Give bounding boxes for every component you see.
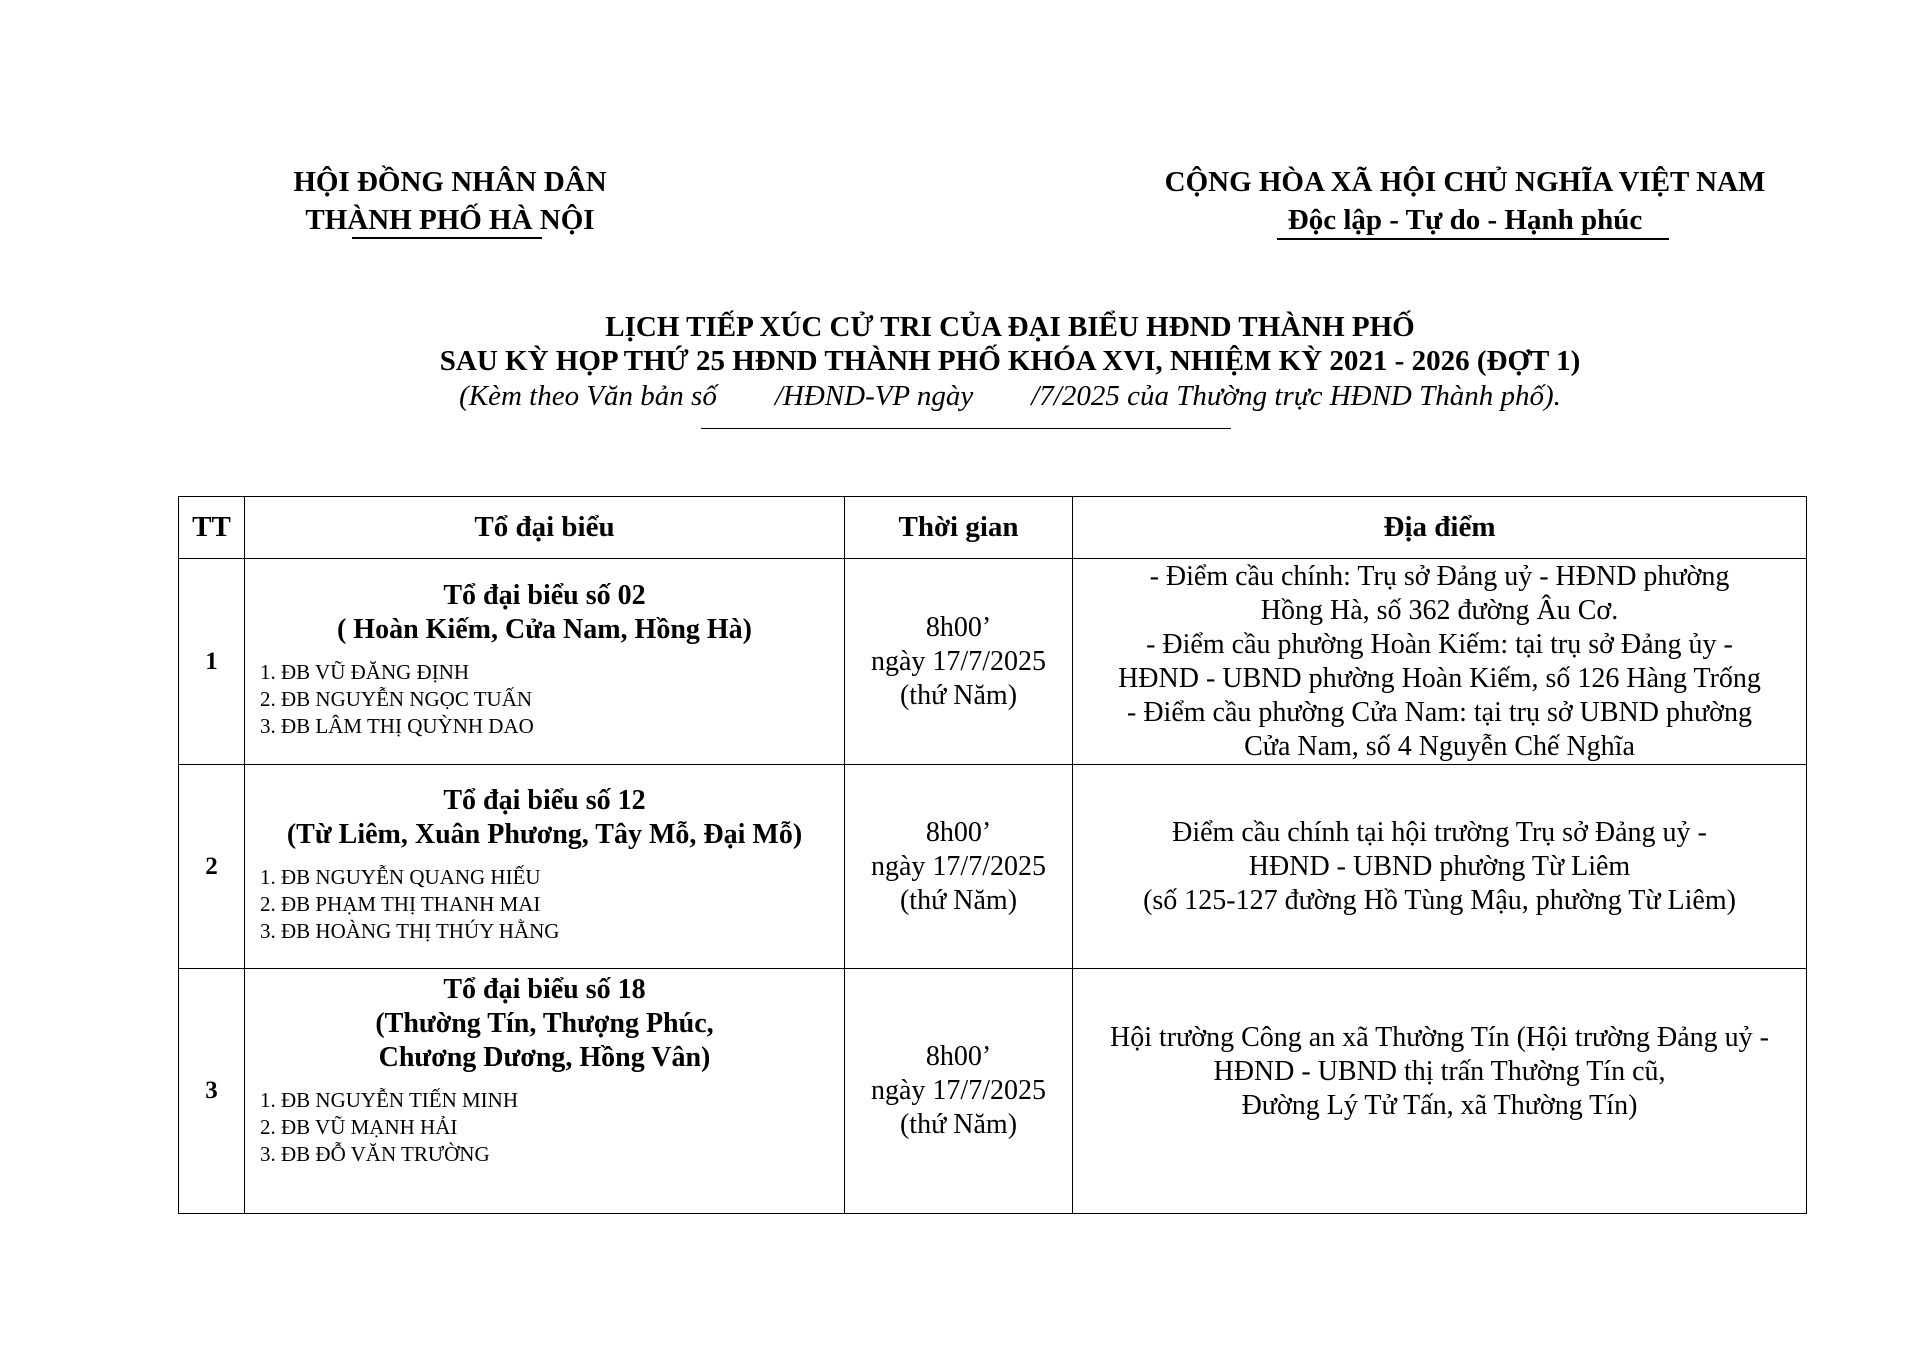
- time-weekday: (thứ Năm): [899, 1109, 1018, 1140]
- issuer-header: [250, 163, 650, 239]
- member: 2. ĐB NGUYỄN NGỌC TUẤN: [260, 687, 533, 711]
- col-header-group: Tổ đại biểu: [245, 497, 845, 559]
- national-motto: Độc lập - Tự do - Hạnh phúc: [1287, 204, 1643, 236]
- issuer-name-line2: THÀNH PHỐ HÀ NỘI: [305, 204, 595, 236]
- location-text: Điểm cầu chính tại hội trường Trụ sở Đảng uỷ - HĐND - UBND phường Từ Liêm (số 125-127 đường Hồ Tùng Mậu, phường Từ Liêm): [1143, 816, 1736, 916]
- table-header-row: [179, 497, 1807, 559]
- subtitle-underline: [701, 428, 1231, 429]
- group-name: Tổ đại biểu số 02 ( Hoàn Kiếm, Cửa Nam, Hồng Hà): [336, 580, 752, 645]
- time-date: ngày 17/7/2025: [871, 850, 1046, 882]
- location-text: - Điểm cầu chính: Trụ sở Đảng uỷ - HĐND phường Hồng Hà, số 362 đường Âu Cơ. - Điểm cầu phường Hoàn Kiếm: tại trụ sở Đảng ủy - HĐND - UBND phường Hoàn Kiếm, số 126 Hàng Trống - Điểm cầu phường Cửa Nam: tại trụ sở UBND phường Cửa Nam, số 4 Nguyễn Chế Nghĩa: [1118, 560, 1761, 762]
- group-title: [245, 575, 844, 647]
- row-number: 2: [179, 765, 245, 969]
- member: 3. ĐB LÂM THỊ QUỲNH DAO: [260, 714, 534, 738]
- national-header: [1140, 163, 1790, 239]
- group-cell: [245, 969, 845, 1214]
- member: 1. ĐB NGUYỄN QUANG HIẾU: [260, 865, 541, 889]
- time-weekday: (thứ Năm): [899, 884, 1018, 916]
- table-row: [179, 969, 1807, 1214]
- member: 2. ĐB VŨ MẠNH HẢI: [260, 1115, 458, 1139]
- group-title: [245, 780, 844, 852]
- member: 3. ĐB ĐỖ VĂN TRƯỜNG: [260, 1142, 490, 1166]
- member: 2. ĐB PHẠM THỊ THANH MAI: [260, 892, 541, 916]
- time-cell: [845, 559, 1073, 765]
- row-number: 1: [179, 559, 245, 765]
- location-text: Hội trường Công an xã Thường Tín (Hội trường Đảng uỷ - HĐND - UBND thị trấn Thường Tín cũ, Đường Lý Tử Tấn, xã Thường Tín): [1110, 1022, 1769, 1121]
- title-line2: SAU KỲ HỌP THỨ 25 HĐND THÀNH PHỐ KHÓA XVI, NHIỆM KỲ 2021 - 2026 (ĐỢT 1): [439, 345, 1581, 377]
- col-header-time: Thời gian: [845, 497, 1073, 559]
- member: 3. ĐB HOÀNG THỊ THÚY HẰNG: [260, 919, 560, 943]
- member-list: [245, 852, 844, 953]
- table-row: [179, 765, 1807, 969]
- title-line1: LỊCH TIẾP XÚC CỬ TRI CỦA ĐẠI BIỂU HĐND THÀNH PHỐ: [605, 311, 1415, 343]
- group-name: Tổ đại biểu số 12 (Từ Liêm, Xuân Phương, Tây Mỗ, Đại Mỗ): [286, 785, 803, 850]
- schedule-table: [178, 496, 1807, 1214]
- group-cell: [245, 559, 845, 765]
- location-cell: [1073, 559, 1807, 765]
- group-name: Tổ đại biểu số 18 (Thường Tín, Thượng Phúc, Chương Dương, Hồng Vân): [375, 974, 714, 1073]
- member-list: [245, 647, 844, 748]
- group-cell: [245, 765, 845, 969]
- time-cell: [845, 765, 1073, 969]
- time-date: ngày 17/7/2025: [871, 1075, 1046, 1106]
- table-row: [179, 559, 1807, 765]
- document-title: [260, 310, 1760, 414]
- issuer-name-line1: HỘI ĐỒNG NHÂN DÂN: [293, 166, 607, 198]
- group-title: [245, 969, 844, 1075]
- member-list: [245, 1075, 844, 1176]
- time-hour: 8h00’: [925, 816, 992, 848]
- row-number: 3: [179, 969, 245, 1214]
- title-subtitle: (Kèm theo Văn bản số /HĐND-VP ngày /7/2025 của Thường trực HĐND Thành phố).: [459, 380, 1561, 412]
- time-hour: 8h00’: [925, 611, 992, 643]
- col-header-location: Địa điểm: [1073, 497, 1807, 559]
- col-header-tt: TT: [179, 497, 245, 559]
- time-weekday: (thứ Năm): [899, 679, 1018, 711]
- time-hour: 8h00’: [925, 1041, 992, 1072]
- time-date: ngày 17/7/2025: [871, 645, 1046, 677]
- location-cell: [1073, 969, 1807, 1214]
- location-cell: [1073, 765, 1807, 969]
- member: 1. ĐB VŨ ĐĂNG ĐỊNH: [260, 660, 470, 684]
- motto-underline: [1277, 238, 1669, 240]
- issuer-underline: [352, 237, 542, 239]
- member: 1. ĐB NGUYỄN TIẾN MINH: [260, 1088, 519, 1112]
- time-cell: [845, 969, 1073, 1214]
- national-title: CỘNG HÒA XÃ HỘI CHỦ NGHĨA VIỆT NAM: [1164, 166, 1766, 198]
